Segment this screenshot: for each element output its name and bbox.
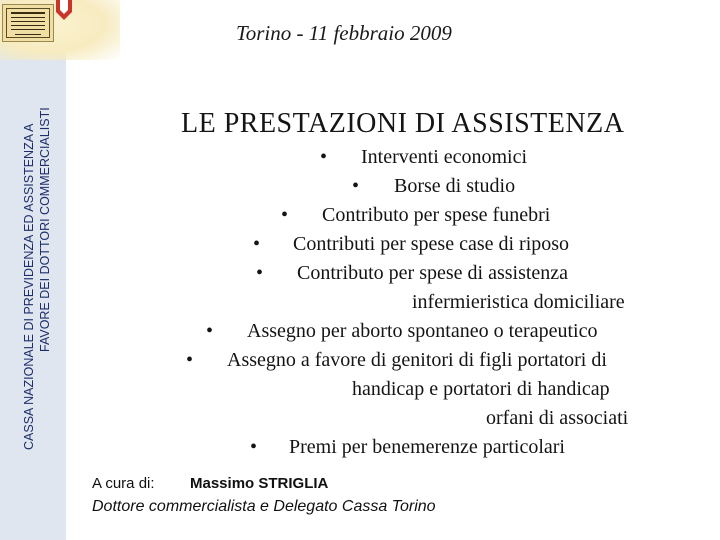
slide-title: LE PRESTAZIONI DI ASSISTENZA — [181, 108, 625, 139]
sidebar-vertical-text-1: CASSA NAZIONALE DI PREVIDENZA ED ASSISTENZA A — [22, 123, 36, 450]
list-item: Interventi economici — [361, 146, 528, 168]
list-item-continuation: handicap e portatori di handicap — [352, 378, 610, 400]
bullet-icon: • — [256, 262, 264, 284]
logo-text-line — [11, 29, 45, 30]
flag-ribbon-icon — [54, 0, 74, 30]
author-name: Massimo STRIGLIA — [190, 475, 329, 492]
logo-text-line — [15, 34, 41, 35]
list-item: Contributi per spese case di riposo — [293, 233, 570, 255]
slide-date: Torino - 11 febbraio 2009 — [236, 21, 452, 45]
list-item-continuation: infermieristica domiciliare — [412, 291, 625, 313]
list-item: Contributo per spese funebri — [322, 204, 551, 226]
logo — [2, 4, 54, 42]
logo-text-line — [11, 17, 45, 18]
bullet-icon: • — [352, 175, 360, 197]
logo-frame — [6, 8, 50, 38]
bullet-icon: • — [320, 146, 328, 168]
bullet-icon: • — [186, 349, 194, 371]
list-item: Contributo per spese di assistenza — [297, 262, 569, 284]
bullet-icon: • — [250, 436, 258, 458]
logo-text-line — [11, 12, 45, 14]
bullet-icon: • — [281, 204, 289, 226]
bullet-icon: • — [206, 320, 214, 342]
list-item: Assegno a favore di genitori di figli portatori di — [227, 349, 607, 371]
bullet-icon: • — [253, 233, 261, 255]
author-role: Dottore commercialista e Delegato Cassa Torino — [92, 498, 436, 515]
sidebar-vertical-text-2: FAVORE DEI DOTTORI COMMERCIALISTI — [38, 107, 52, 352]
credit-label: A cura di: — [92, 475, 155, 492]
list-item: Borse di studio — [394, 175, 516, 197]
logo-text-line — [11, 21, 45, 22]
list-item: Assegno per aborto spontaneo o terapeutico — [247, 320, 598, 342]
list-item: Premi per benemerenze particolari — [289, 436, 565, 458]
list-item-continuation: orfani di associati — [486, 407, 629, 429]
logo-text-line — [11, 25, 45, 26]
